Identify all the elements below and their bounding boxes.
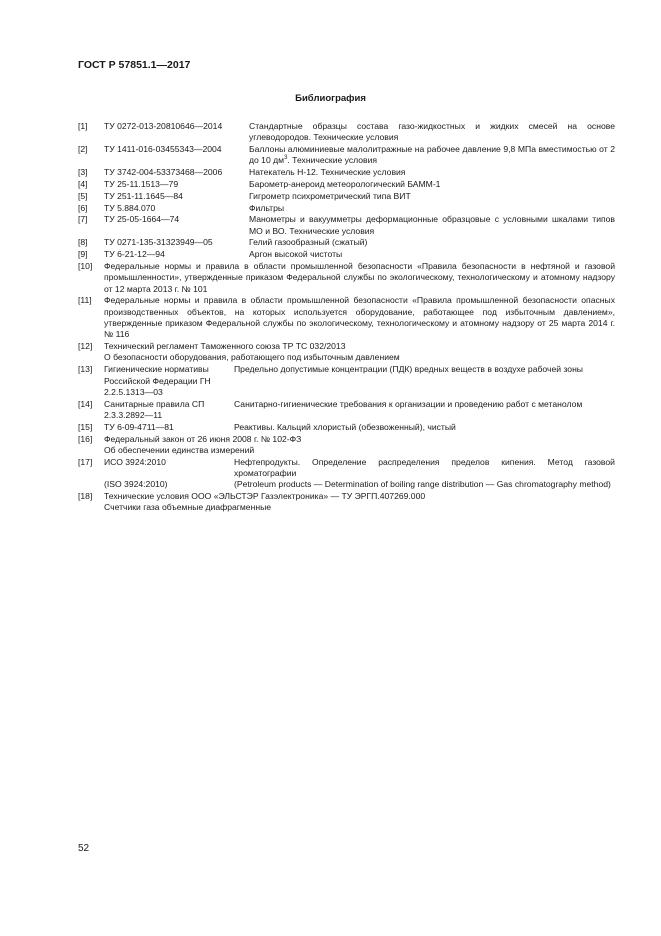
entry-title: Гелий газообразный (сжатый)	[249, 237, 368, 248]
entry-number: [7]	[78, 214, 88, 225]
entry-title: Предельно допустимые концентрации (ПДК) вредных веществ в воздухе рабочей зоны	[234, 364, 583, 375]
entry-number: [10]	[78, 261, 93, 272]
entry-code: ТУ 6-09-4711—81	[104, 421, 174, 432]
entry-number: [1]	[78, 121, 88, 131]
entry-number: [5]	[78, 190, 88, 201]
entry-code-international: (ISO 3924:2010)	[104, 479, 168, 490]
bibliography-entry	[78, 364, 615, 398]
superscript: 3	[284, 155, 288, 162]
document-code: ГОСТ Р 57851.1—2017	[78, 59, 191, 71]
entry-number: [6]	[78, 202, 88, 213]
entry-number: [15]	[78, 421, 93, 432]
entry-number: [18]	[78, 491, 93, 501]
entry-code: Федеральный закон от 26 июня 2008 г. № 102-ФЗ	[104, 433, 302, 444]
bibliography-entry	[78, 434, 615, 457]
entry-code: ТУ 3742-004-53373468—2006	[104, 167, 223, 178]
bibliography-entry	[78, 191, 615, 202]
entry-title: Гигрометр психрометрический типа ВИТ	[249, 190, 411, 201]
bibliography-entry	[78, 121, 615, 144]
entry-title: Натекатель Н-12. Технические условия	[249, 167, 406, 178]
bibliography-entry	[78, 237, 615, 248]
bibliography-entry	[78, 179, 615, 190]
bibliography-entry	[78, 203, 615, 214]
entry-text: Федеральные нормы и правила в области промышленной безопасности «Правила безопасности в нефтяной и газовой промышленности», утвержденные приказом Федеральной службы по экологическому, технологическому и атомному надзору от 12 марта 2013 г. № 101	[104, 261, 615, 294]
entry-number: [2]	[78, 144, 88, 155]
bibliography-entry	[78, 214, 615, 237]
entry-code: ТУ 5.884.070	[104, 202, 156, 213]
entry-number: [8]	[78, 237, 88, 248]
entry-code: Санитарные правила СП 2.3.3.2892—11	[104, 398, 205, 420]
entry-title: Нефтепродукты. Определение распределения пределов кипения. Метод газовой хроматографии	[234, 456, 615, 478]
entry-text: Федеральные нормы и правила в области промышленной безопасности «Правила промышленной безопасности опасных производственных объектов, на которых используется оборудование, работающее под избыточным давлением», утвержденные приказом Федеральной службы по экологическому, технологическому и атомному надзору от 25 марта 2014 г. № 116	[104, 295, 615, 340]
entry-title: О безопасности оборудования, работающего под избыточным давлением	[104, 352, 400, 363]
section-title: Библиография	[295, 93, 366, 104]
bibliography-entry	[78, 422, 615, 433]
entry-number: [17]	[78, 456, 93, 467]
entry-title: Санитарно-гигиенические требования к организации и проведению работ с метанолом	[234, 398, 583, 409]
entry-number: [4]	[78, 178, 88, 189]
entry-title: Стандартные образцы состава газо-жидкостных и жидких смесей на основе углеводородов. Технические условия	[249, 121, 615, 143]
bibliography-entry	[78, 249, 615, 260]
bibliography-entry	[78, 261, 615, 295]
entry-code: ТУ 1411-016-03455343—2004	[104, 144, 222, 155]
entry-code: Технический регламент Таможенного союза ТР ТС 032/2013	[104, 341, 346, 352]
bibliography-entry	[78, 457, 615, 491]
entry-code: Технические условия ООО «ЭЛЬСТЭР Газэлектроника» — ТУ ЭРГП.407269.000	[104, 491, 426, 501]
entry-code: ТУ 6-21-12—94	[104, 249, 165, 260]
bibliography-entry	[78, 167, 615, 178]
entry-number: [12]	[78, 341, 93, 352]
entry-number: [3]	[78, 167, 88, 178]
entry-number: [13]	[78, 364, 93, 375]
bibliography-list	[78, 121, 615, 514]
entry-code: ТУ 25-05-1664—74	[104, 214, 180, 225]
entry-number: [9]	[78, 249, 88, 260]
entry-title: Об обеспечении единства измерений	[104, 444, 255, 455]
entry-title: Аргон высокой чистоты	[249, 249, 343, 260]
entry-number: [11]	[78, 295, 92, 306]
entry-title: Реактивы. Кальций хлористый (обезвоженный), чистый	[234, 421, 456, 432]
entry-number: [14]	[78, 398, 93, 409]
entry-code: ТУ 251-11.1645—84	[104, 190, 183, 201]
bibliography-entry	[78, 399, 615, 422]
entry-code: ТУ 25-11.1513—79	[104, 178, 179, 189]
entry-code: ТУ 0272-013-20810646—2014	[104, 121, 223, 131]
entry-code: ТУ 0271-135-31323949—05	[104, 237, 213, 248]
entry-title: Фильтры	[249, 202, 285, 213]
entry-title-international: (Petroleum products — Determination of boiling range distribution — Gas chromatography method)	[234, 479, 611, 490]
page-number: 52	[78, 843, 90, 854]
bibliography-entry	[78, 144, 615, 167]
entry-code: Гигиенические нормативы Российской Федерации ГН 2.2.5.1313—03	[104, 364, 211, 397]
bibliography-entry	[78, 295, 615, 340]
bibliography-entry	[78, 341, 615, 364]
entry-title: Счетчики газа объемные диафрагменные	[104, 502, 272, 513]
entry-title: Манометры и вакуумметры деформационные образцовые с условными шкалами типов МО и ВО. Технические условия	[249, 214, 615, 236]
entry-code: ИСО 3924:2010	[104, 456, 166, 467]
entry-title: Барометр-анероид метеорологический БАММ-1	[249, 178, 441, 189]
entry-title: Баллоны алюминиевые малолитражные на рабочее давление 9,8 МПа вместимостью от 2 до 10 $дм^3$. Технические условия	[249, 144, 615, 166]
bibliography-entry	[78, 491, 615, 514]
entry-number: [16]	[78, 433, 93, 444]
